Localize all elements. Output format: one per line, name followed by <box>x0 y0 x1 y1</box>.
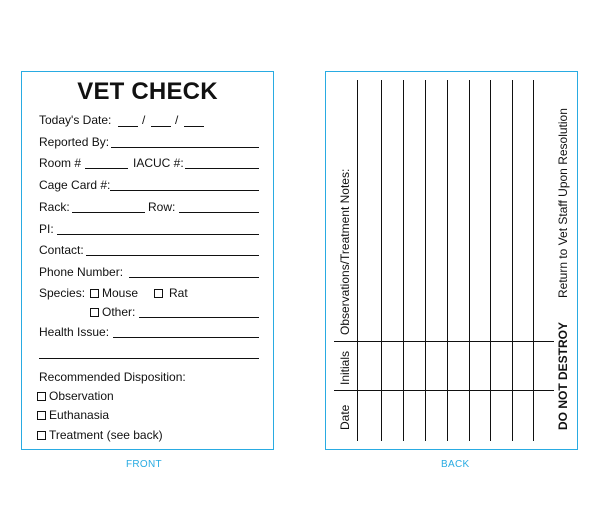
date-month-field[interactable] <box>118 126 138 127</box>
health-issue-field-line-2[interactable] <box>39 358 259 359</box>
reported-by-label: Reported By: <box>39 135 110 149</box>
pi-field[interactable] <box>57 234 259 235</box>
date-label: Date <box>338 404 352 430</box>
row-label: Row: <box>148 200 176 214</box>
species-other-field[interactable] <box>139 317 259 318</box>
treatment-label: Treatment (see back) <box>49 428 163 442</box>
iacuc-label: IACUC #: <box>133 156 184 170</box>
notes-column-line <box>357 80 358 441</box>
species-mouse-option[interactable] <box>90 286 138 300</box>
back-card <box>325 71 578 450</box>
notes-column-line <box>512 80 513 441</box>
disposition-treatment-option[interactable] <box>37 428 163 442</box>
health-issue-label: Health Issue: <box>39 325 110 339</box>
phone-number-field[interactable] <box>129 277 259 278</box>
euthanasia-checkbox[interactable] <box>37 411 46 420</box>
species-other-label: Other: <box>102 305 136 319</box>
contact-label: Contact: <box>39 243 84 257</box>
pi-label: PI: <box>39 222 54 236</box>
room-label: Room # <box>39 156 82 170</box>
initials-label: Initials <box>338 350 352 385</box>
disposition-heading: Recommended Disposition: <box>39 370 186 384</box>
disposition-euthanasia-option[interactable] <box>37 408 109 422</box>
initials-divider <box>334 341 554 342</box>
rack-label: Rack: <box>39 200 70 214</box>
notes-column-line <box>490 80 491 441</box>
rat-checkbox[interactable] <box>154 289 163 298</box>
notes-column-line <box>403 80 404 441</box>
notes-column-line <box>533 80 534 441</box>
species-mouse-label: Mouse <box>102 286 139 300</box>
notes-column-line <box>447 80 448 441</box>
front-caption: FRONT <box>126 459 162 470</box>
return-instruction: Return to Vet Staff Upon Resolution <box>556 108 570 298</box>
observation-label: Observation <box>49 389 114 403</box>
cage-card-field[interactable] <box>110 190 259 191</box>
todays-date-label: Today's Date: <box>39 113 112 127</box>
species-label: Species: <box>39 286 86 300</box>
species-rat-label: Rat <box>169 286 188 300</box>
date-day-field[interactable] <box>151 126 171 127</box>
card-title: VET CHECK <box>77 78 218 105</box>
mouse-checkbox[interactable] <box>90 289 99 298</box>
contact-field[interactable] <box>86 255 259 256</box>
observation-checkbox[interactable] <box>37 392 46 401</box>
notes-column-line <box>469 80 470 441</box>
treatment-checkbox[interactable] <box>37 431 46 440</box>
disposition-observation-option[interactable] <box>37 389 114 403</box>
health-issue-field[interactable] <box>113 337 259 338</box>
euthanasia-label: Euthanasia <box>49 408 110 422</box>
do-not-destroy-label: DO NOT DESTROY <box>556 321 570 430</box>
date-year-field[interactable] <box>184 126 204 127</box>
rack-field[interactable] <box>72 212 145 213</box>
row-field[interactable] <box>179 212 259 213</box>
notes-column-line <box>381 80 382 441</box>
reported-by-field[interactable] <box>111 147 259 148</box>
back-caption: BACK <box>441 459 470 470</box>
room-field[interactable] <box>85 168 128 169</box>
front-card <box>21 71 274 450</box>
date-divider <box>334 390 554 391</box>
phone-number-label: Phone Number: <box>39 265 124 279</box>
species-other-option[interactable] <box>90 305 135 319</box>
iacuc-field[interactable] <box>185 168 259 169</box>
species-rat-option[interactable] <box>154 286 188 300</box>
notes-label: Observations/Treatment Notes: <box>338 168 352 335</box>
cage-card-label: Cage Card #: <box>39 178 111 192</box>
notes-column-line <box>425 80 426 441</box>
date-separator: / <box>175 113 179 127</box>
other-checkbox[interactable] <box>90 308 99 317</box>
date-separator: / <box>142 113 146 127</box>
